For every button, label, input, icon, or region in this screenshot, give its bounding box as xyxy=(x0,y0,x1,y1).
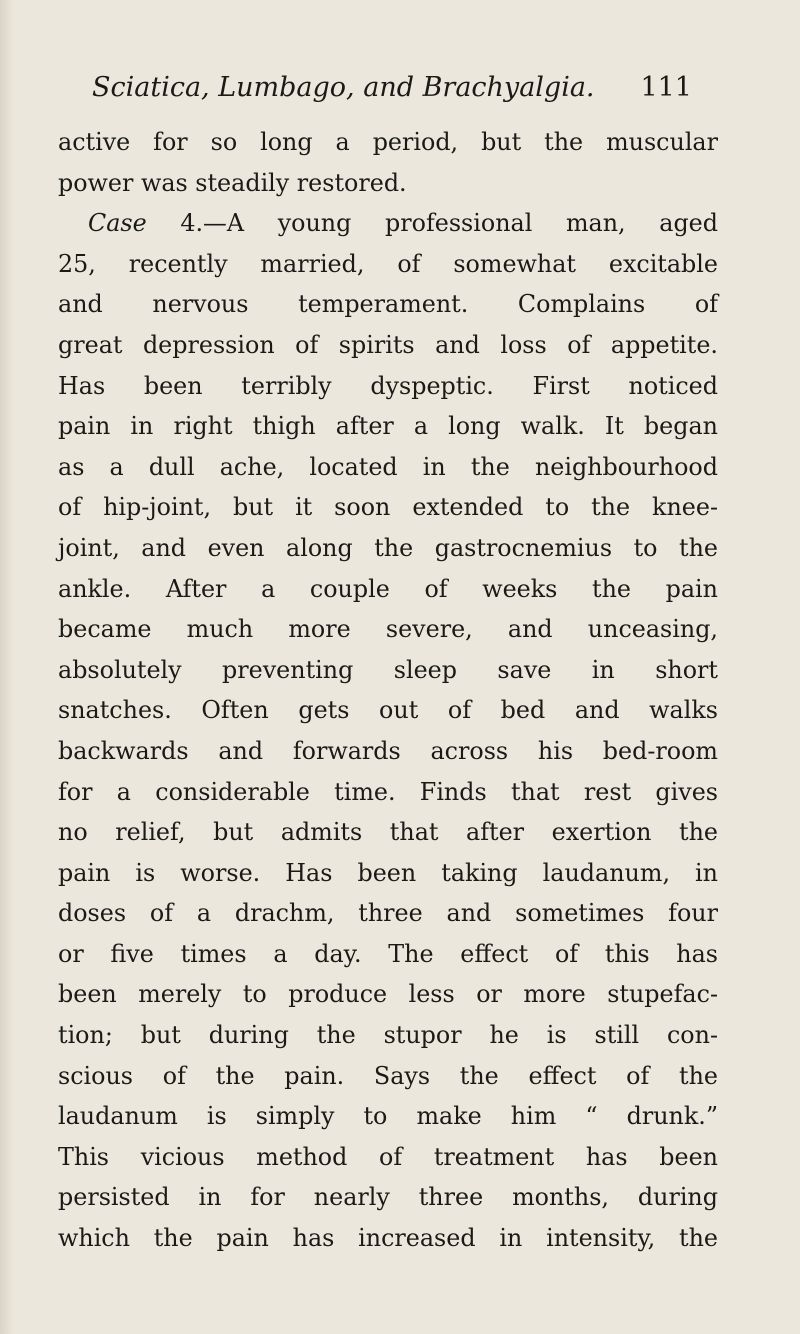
text-line: been merely to produce less or more stupefac- xyxy=(58,980,718,1009)
case-label: Case xyxy=(88,209,147,238)
text-line: became much more severe, and unceasing, xyxy=(58,615,718,644)
page-edge-shadow xyxy=(0,0,14,1334)
text-line: tion; but during the stupor he is still con- xyxy=(58,1021,718,1050)
text-line: doses of a drachm, three and sometimes four xyxy=(58,899,718,928)
text-line: joint, and even along the gastrocnemius to the xyxy=(58,533,718,562)
page-header xyxy=(92,72,692,116)
text-line: backwards and forwards across his bed-room xyxy=(58,736,718,765)
running-title: Sciatica, Lumbago, and Brachyalgia. xyxy=(92,72,595,103)
text-line: snatches. Often gets out of bed and walks xyxy=(58,696,718,725)
text-line: pain is worse. Has been taking laudanum, in xyxy=(58,858,718,887)
text-line-rest: 4.—A young professional man, aged xyxy=(146,209,718,238)
text-line: no relief, but admits that after exertion the xyxy=(58,818,718,847)
text-line: which the pain has increased in intensity, the xyxy=(58,1224,718,1253)
text-line: or five times a day. The effect of this has xyxy=(58,939,718,968)
text-line: active for so long a period, but the muscular xyxy=(58,128,718,156)
page-number: 111 xyxy=(640,72,692,103)
text-line: and nervous temperament. Complains of xyxy=(58,290,718,319)
text-line: 25, recently married, of somewhat excitable xyxy=(58,249,718,278)
text-line: absolutely preventing sleep save in short xyxy=(58,655,718,684)
text-line: This vicious method of treatment has been xyxy=(58,1142,718,1171)
text-line: laudanum is simply to make him “ drunk.” xyxy=(58,1102,718,1131)
text-line: power was steadily restored. xyxy=(58,168,407,197)
text-line: persisted in for nearly three months, during xyxy=(58,1183,718,1212)
text-line: pain in right thigh after a long walk. It began xyxy=(58,412,718,441)
text-line: ankle. After a couple of weeks the pain xyxy=(58,574,718,603)
text-line: of hip-joint, but it soon extended to the knee- xyxy=(58,493,718,522)
body-text xyxy=(58,122,718,1259)
text-line: scious of the pain. Says the effect of the xyxy=(58,1061,718,1090)
text-line: great depression of spirits and loss of appetite. xyxy=(58,330,718,359)
text-line: for a considerable time. Finds that rest gives xyxy=(58,777,718,806)
text-line: as a dull ache, located in the neighbourhood xyxy=(58,452,718,481)
text-line: Has been terribly dyspeptic. First noticed xyxy=(58,371,718,400)
text-line xyxy=(58,203,718,244)
